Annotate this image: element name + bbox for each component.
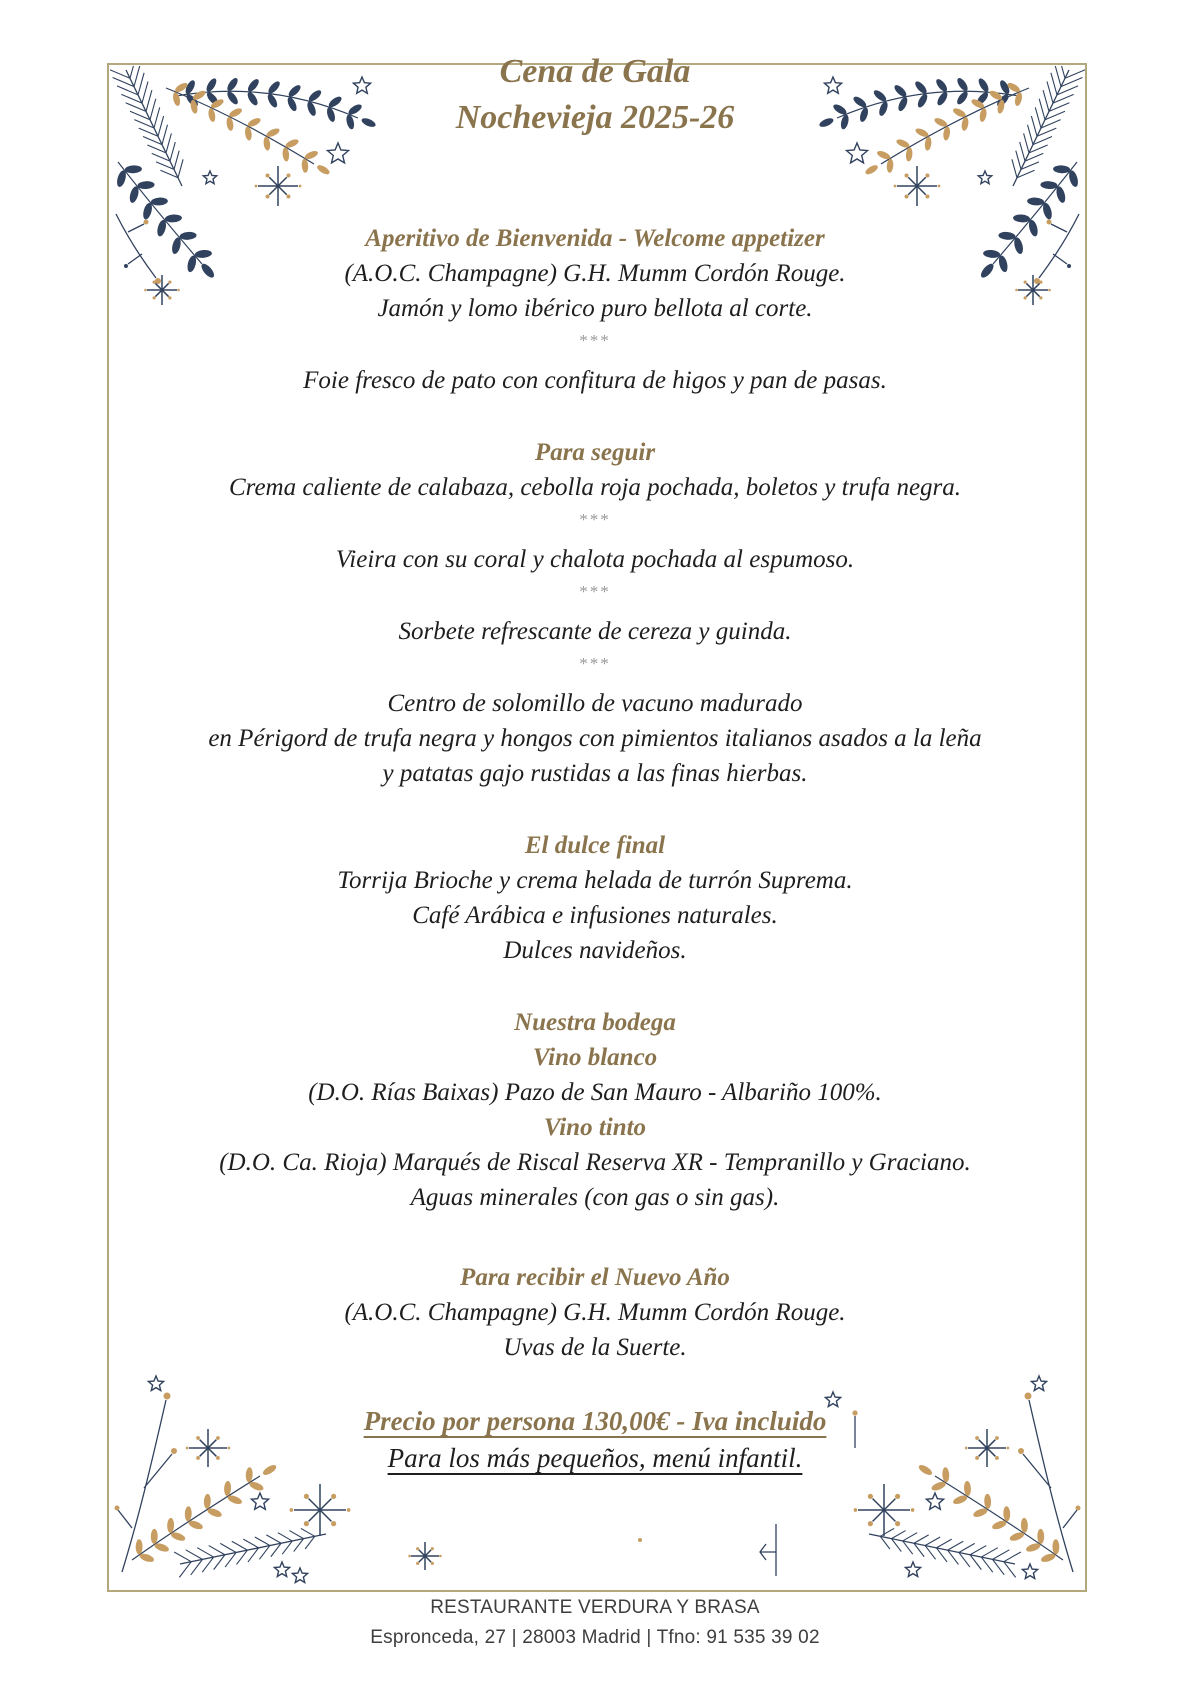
menu-line: Centro de solomillo de vacuno madurado bbox=[387, 690, 803, 717]
menu-line: Jamón y lomo ibérico puro bellota al corte. bbox=[377, 295, 813, 322]
section-heading: Para recibir el Nuevo Año bbox=[460, 1264, 730, 1291]
menu-line: Sorbete refrescante de cereza y guinda. bbox=[398, 618, 792, 645]
menu-line: Vieira con su coral y chalota pochada al espumoso. bbox=[335, 546, 855, 573]
menu-line: (D.O. Rías Baixas) Pazo de San Mauro - Albariño 100%. bbox=[308, 1079, 882, 1106]
section-aperitivo bbox=[0, 221, 1190, 398]
menu-line: Foie fresco de pato con confitura de higos y pan de pasas. bbox=[303, 367, 887, 394]
menu-line: (A.O.C. Champagne) G.H. Mumm Cordón Rouge. bbox=[344, 1299, 846, 1326]
menu-line: Crema caliente de calabaza, cebolla roja pochada, boletos y trufa negra. bbox=[228, 474, 962, 501]
course-separator: *** bbox=[579, 331, 611, 350]
section-dulce-final bbox=[0, 828, 1190, 968]
section-heading: Nuestra bodega bbox=[514, 1009, 676, 1036]
section-para-seguir bbox=[0, 435, 1190, 791]
restaurant-address: Espronceda, 27 | 28003 Madrid | Tfno: 91 535 39 02 bbox=[370, 1627, 820, 1648]
kids-menu-note: Para los más pequeños, menú infantil. bbox=[387, 1443, 803, 1473]
price-block bbox=[0, 1403, 1190, 1477]
wine-subheading-blanco: Vino blanco bbox=[532, 1044, 658, 1071]
menu-line: Dulces navideños. bbox=[503, 937, 687, 964]
restaurant-name: RESTAURANTE VERDURA Y BRASA bbox=[430, 1597, 760, 1618]
menu-line: Café Arábica e infusiones naturales. bbox=[412, 902, 778, 929]
menu-line: y patatas gajo rustidas a las finas hierbas. bbox=[382, 760, 808, 787]
course-separator: *** bbox=[579, 654, 611, 673]
restaurant-footer bbox=[0, 1593, 1190, 1653]
course-separator: *** bbox=[579, 582, 611, 601]
section-heading: El dulce final bbox=[524, 832, 666, 859]
menu-line: Torrija Brioche y crema helada de turrón Suprema. bbox=[337, 867, 853, 894]
menu-title-line2: Nochevieja 2025-26 bbox=[455, 99, 735, 136]
course-separator: *** bbox=[579, 510, 611, 529]
section-heading: Para seguir bbox=[534, 439, 656, 466]
section-nuevo-ano bbox=[0, 1260, 1190, 1365]
menu-line: en Périgord de trufa negra y hongos con pimientos italianos asados a la leña bbox=[208, 725, 982, 752]
price-per-person: Precio por persona 130,00€ - Iva incluido bbox=[363, 1406, 827, 1436]
menu-line: (A.O.C. Champagne) G.H. Mumm Cordón Rouge. bbox=[344, 260, 846, 287]
menu-line: Aguas minerales (con gas o sin gas). bbox=[410, 1184, 780, 1211]
section-bodega bbox=[0, 1005, 1190, 1215]
menu-title bbox=[0, 0, 1190, 141]
section-heading: Aperitivo de Bienvenida - Welcome appetizer bbox=[365, 225, 825, 252]
wine-subheading-tinto: Vino tinto bbox=[543, 1114, 647, 1141]
menu-line: Uvas de la Suerte. bbox=[503, 1334, 687, 1361]
menu-line: (D.O. Ca. Rioja) Marqués de Riscal Reserva XR - Tempranillo y Graciano. bbox=[219, 1149, 971, 1176]
menu-title-line1: Cena de Gala bbox=[499, 53, 691, 90]
